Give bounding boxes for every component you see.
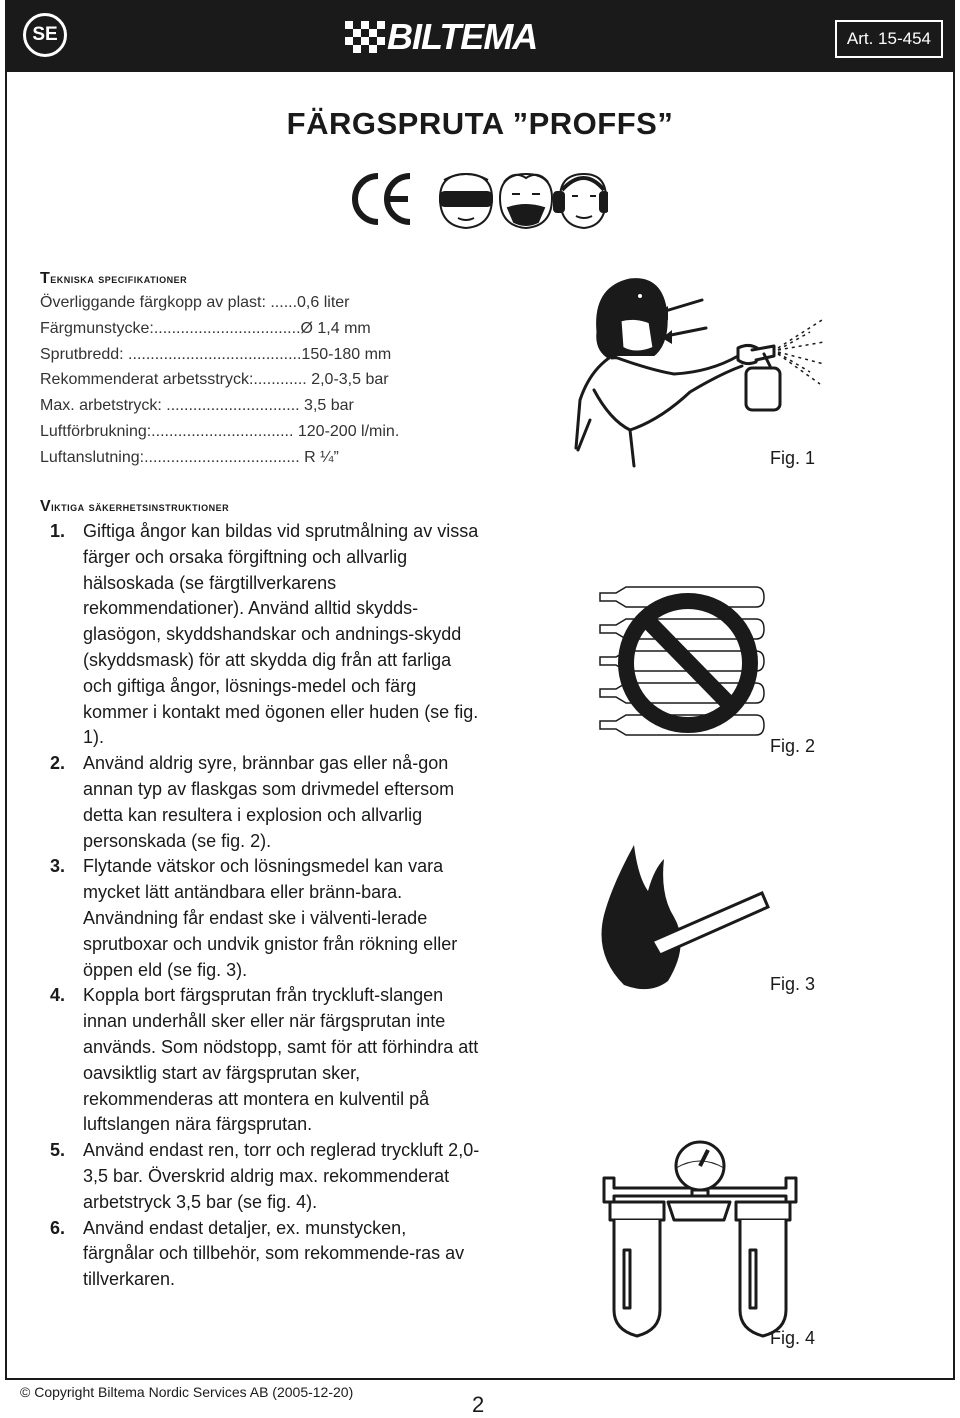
fig2-no-gas-bottles-illustration — [586, 585, 766, 750]
safety-list — [50, 519, 480, 1293]
language-badge: SE — [23, 13, 67, 57]
item-text: Använd endast ren, torr och reglerad tryckluft 2,0-3,5 bar. Överskrid aldrig max. rekommenderat arbetstryck 3,5 bar (se fig. 4). — [83, 1140, 480, 1212]
article-number: Art. 15-454 — [835, 20, 943, 58]
item-text: Använd endast detaljer, ex. munstycken, färgnålar och tillbehör, som rekommende-ras av tillverkaren. — [83, 1217, 465, 1290]
item-number: 3. — [50, 856, 66, 877]
specs-heading — [40, 270, 187, 288]
page-title: FÄRGSPRUTA ”PROFFS” — [286, 106, 674, 141]
list-item — [50, 1138, 480, 1215]
respirator-mask-icon — [500, 174, 552, 228]
page-number: 2 — [472, 1392, 485, 1417]
fig2-label: Fig. 2 — [770, 736, 816, 756]
list-item — [50, 854, 480, 983]
item-number: 5. — [50, 1140, 66, 1161]
item-number: 2. — [50, 753, 66, 774]
list-item — [50, 983, 480, 1138]
specs-heading-rest: ekniska specifikationer — [50, 272, 188, 286]
safety-heading-rest: iktiga säkerhetsinstruktioner — [51, 500, 230, 514]
specs-heading-cap: T — [40, 270, 51, 287]
ear-protection-icon — [554, 174, 608, 228]
safety-heading — [40, 498, 229, 516]
spec-row: Luftförbrukning:................................ 120-200 l/min. — [40, 422, 400, 440]
copyright-notice: © Copyright Biltema Nordic Services AB (2005-12-20) — [20, 1384, 354, 1400]
spec-row: Överliggande färgkopp av plast: ......0,6 liter — [40, 294, 350, 311]
list-item — [50, 1216, 480, 1293]
item-text: Använd aldrig syre, brännbar gas eller nå-gon annan typ av flaskgas som drivmedel eftersom detta kan resultera i explosion och allvarlig personskada (se fig. 2). — [83, 753, 455, 851]
item-text: Giftiga ångor kan bildas vid sprutmålning av vissa färger och orsaka förgiftning och allvarlig hälsoskada (se färgtillverkarens rekommendationer). Använd alltid skydds-glasögon, skyddshandskar och andnings-skydd (skyddsmask) för att skydda dig från att farliga och giftiga ångor, lösnings-medel och färg kommer i kontakt med ögonen eller huden (se fig. 1). — [83, 521, 479, 748]
spec-row: Rekommenderat arbetsstryck:............ 2,0-3,5 bar — [40, 371, 389, 389]
item-number: 4. — [50, 985, 66, 1006]
ce-mark-icon — [355, 176, 410, 222]
safety-goggles-icon — [440, 174, 492, 228]
fig4-label: Fig. 4 — [770, 1328, 816, 1348]
spec-row: Luftanslutning:................................... R ¼” — [40, 448, 339, 466]
safety-heading-cap: V — [40, 498, 52, 515]
spec-row: Max. arbetstryck: .............................. 3,5 bar — [40, 397, 354, 415]
spec-row: Sprutbredd: .......................................150-180 mm — [40, 345, 392, 363]
fig3-no-open-flame-illustration — [594, 835, 774, 995]
fig1-label: Fig. 1 — [770, 448, 816, 468]
item-number: 6. — [50, 1217, 66, 1238]
item-number: 1. — [50, 521, 66, 541]
list-item — [50, 751, 480, 854]
spec-row: Färgmunstycke:.................................Ø 1,4 mm — [40, 319, 371, 337]
header-bar — [5, 0, 955, 72]
spec-list — [40, 290, 460, 471]
safety-symbols — [348, 168, 608, 230]
fig4-pressure-regulator-illustration — [600, 1140, 800, 1350]
list-item — [50, 519, 480, 751]
brand-name: BILTEMA — [387, 16, 538, 57]
item-text: Flytande vätskor och lösningsmedel kan vara mycket lätt antändbara eller bränn-bara. Användning får endast ske i välventi-lerade sprutboxar och undvik gnistor från rökning eller öppen eld (se fig. 3). — [83, 856, 458, 980]
item-text: Koppla bort färgsprutan från tryckluft-slangen innan underhåll sker eller när färgsprutan inte används. Som nödstopp, samt för att förhindra att oavsiktlig start av färgsprutan sker, rekommenderas att montera en kulventil på luftslangen nära färgsprutan. — [83, 985, 479, 1135]
brand-logo — [345, 17, 635, 57]
fig3-label: Fig. 3 — [770, 974, 816, 994]
checkered-flag-icon — [345, 17, 385, 57]
